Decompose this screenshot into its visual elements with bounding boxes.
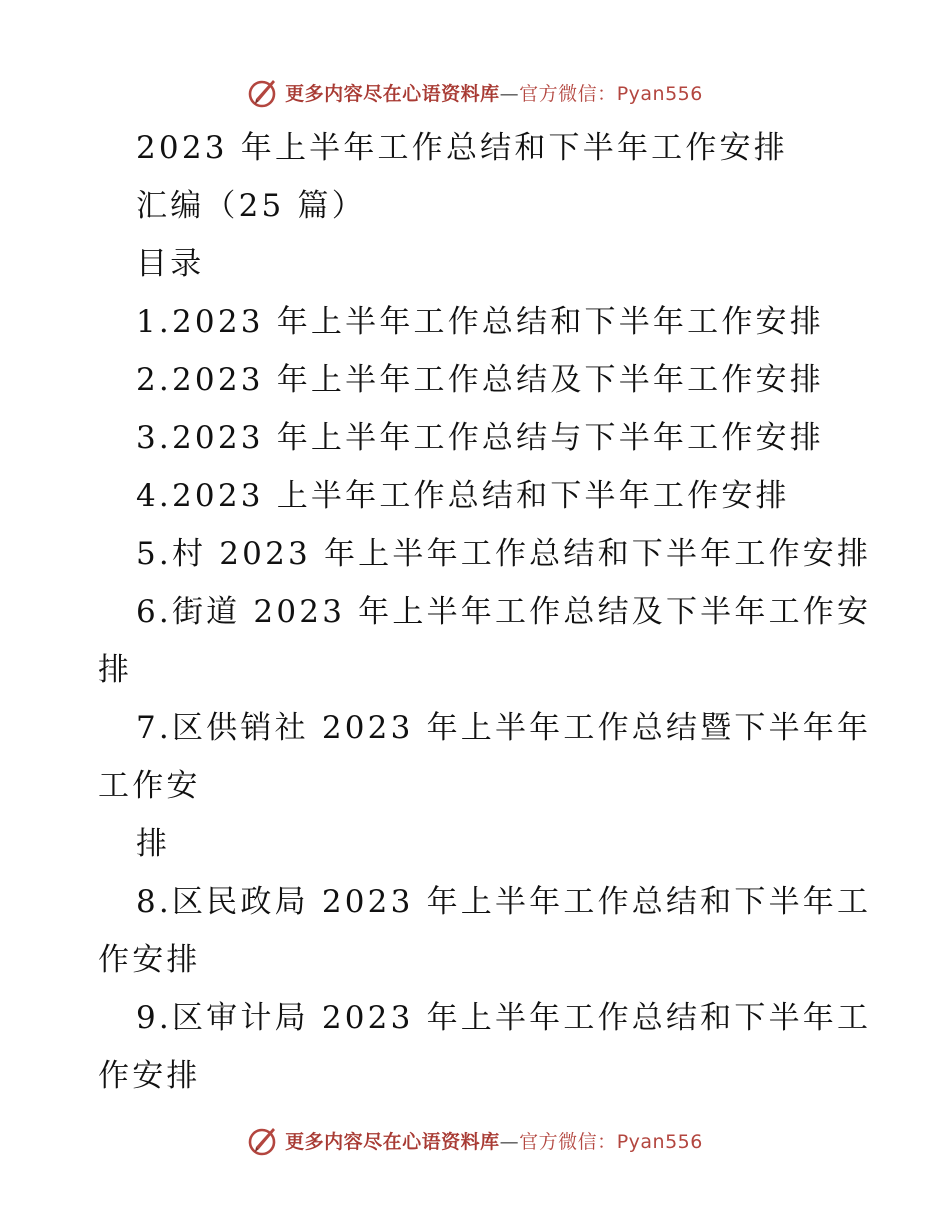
toc-item: 7.区供销社 2023 年上半年工作总结暨下半年年 [136,710,872,746]
toc-item-continuation: 排 [98,652,133,688]
toc-heading: 目录 [136,246,205,282]
toc-item: 2.2023 年上半年工作总结及下半年工作安排 [136,362,824,398]
watermark-wechat-label: 官方微信： [519,1130,617,1153]
toc-item: 1.2023 年上半年工作总结和下半年工作安排 [136,304,824,340]
watermark-separator: — [499,82,520,105]
watermark-text [285,79,703,106]
document-title-line1: 2023 年上半年工作总结和下半年工作安排 [136,130,788,166]
toc-item-continuation: 作安排 [98,942,201,978]
watermark-wechat-id: Pyan556 [616,82,703,105]
toc-item: 6.街道 2023 年上半年工作总结及下半年工作安 [136,594,872,630]
footer-watermark [0,1120,950,1160]
toc-item: 5.村 2023 年上半年工作总结和下半年工作安排 [136,536,872,572]
toc-item: 4.2023 上半年工作总结和下半年工作安排 [136,478,790,514]
toc-item-continuation: 工作安 [98,768,201,804]
toc-item: 3.2023 年上半年工作总结与下半年工作安排 [136,420,824,456]
watermark-site: 更多内容尽在心语资料库 [285,1130,500,1153]
watermark-wechat-id: Pyan556 [616,1130,703,1153]
document-title-line2: 汇编（25 篇） [136,188,366,224]
toc-item: 9.区审计局 2023 年上半年工作总结和下半年工 [136,1000,872,1036]
toc-item-continuation: 作安排 [98,1058,201,1094]
watermark-wechat-label: 官方微信： [519,82,617,105]
header-watermark [0,72,950,112]
quill-logo-icon [247,75,281,109]
toc-item-continuation: 排 [136,826,171,862]
quill-logo-icon [247,1123,281,1157]
watermark-text [285,1127,703,1154]
watermark-separator: — [499,1130,520,1153]
toc-item: 8.区民政局 2023 年上半年工作总结和下半年工 [136,884,872,920]
watermark-site: 更多内容尽在心语资料库 [285,82,500,105]
